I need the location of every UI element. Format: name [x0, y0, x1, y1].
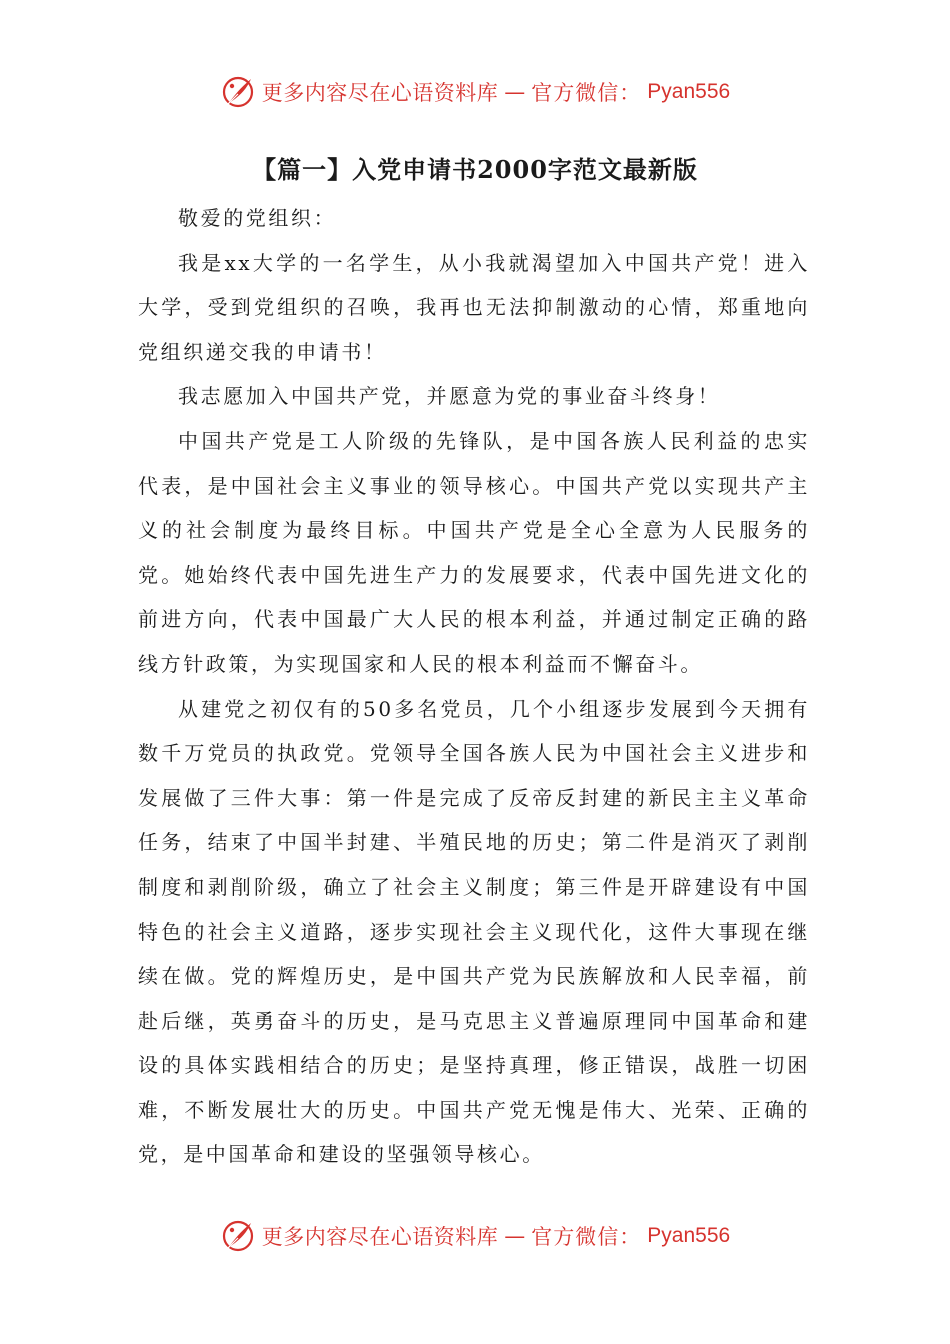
footer-banner — [0, 1216, 950, 1256]
body-paragraph: 我志愿加入中国共产党，并愿意为党的事业奋斗终身！ — [178, 384, 721, 409]
banner-wechat-label: 官方微信： — [531, 1225, 642, 1249]
body-paragraph: 中国共产党是工人阶级的先锋队，是中国各族人民利益的忠实代表，是中国社会主义事业的领导核心。中国共产党以实现共产主义的社会制度为最终目标。中国共产党是全心全意为人民服务的党。她始终代表中国先进生产力的发展要求，代表中国先进文化的前进方向，代表中国最广大人民的根本利益，并通过制定正确的路线方针政策，为实现国家和人民的根本利益而不懈奋斗。 — [138, 428, 810, 676]
banner-wechat-id: Pyan556 — [647, 80, 731, 103]
document-title: 【篇一】入党申请书2000字范文最新版 — [252, 155, 698, 184]
banner-dash: — — [504, 1224, 526, 1248]
quill-logo-icon — [220, 74, 256, 110]
body-paragraph: 我是xx大学的一名学生，从小我就渴望加入中国共产党！进入大学，受到党组织的召唤，我再也无法抑制激动的心情，郑重地向党组织递交我的申请书！ — [138, 250, 810, 364]
banner-main-text: 更多内容尽在心语资料库 — [261, 1225, 499, 1249]
banner-wechat-id: Pyan556 — [647, 1224, 731, 1247]
banner-main-text: 更多内容尽在心语资料库 — [261, 81, 499, 105]
banner-wechat-label: 官方微信： — [531, 81, 642, 105]
body-paragraph: 从建党之初仅有的50多名党员，几个小组逐步发展到今天拥有数千万党员的执政党。党领导全国各族人民为中国社会主义进步和发展做了三件大事：第一件是完成了反帝反封建的新民主主义革命任务，结束了中国半封建、半殖民地的历史；第二件是消灭了剥削制度和剥削阶级，确立了社会主义制度；第三件是开辟建设有中国特色的社会主义道路，逐步实现社会主义现代化，这件大事现在继续在做。党的辉煌历史，是中国共产党为民族解放和人民幸福，前赴后继，英勇奋斗的历史，是马克思主义普遍原理同中国革命和建设的具体实践相结合的历史；是坚持真理，修正错误，战胜一切困难，不断发展壮大的历史。中国共产党无愧是伟大、光荣、正确的党，是中国革命和建设的坚强领导核心。 — [138, 696, 810, 1167]
banner-dash: — — [504, 80, 526, 104]
salutation: 敬爱的党组织： — [178, 206, 337, 230]
header-banner — [0, 72, 950, 112]
document-body — [138, 196, 810, 1177]
quill-logo-icon — [220, 1218, 256, 1254]
